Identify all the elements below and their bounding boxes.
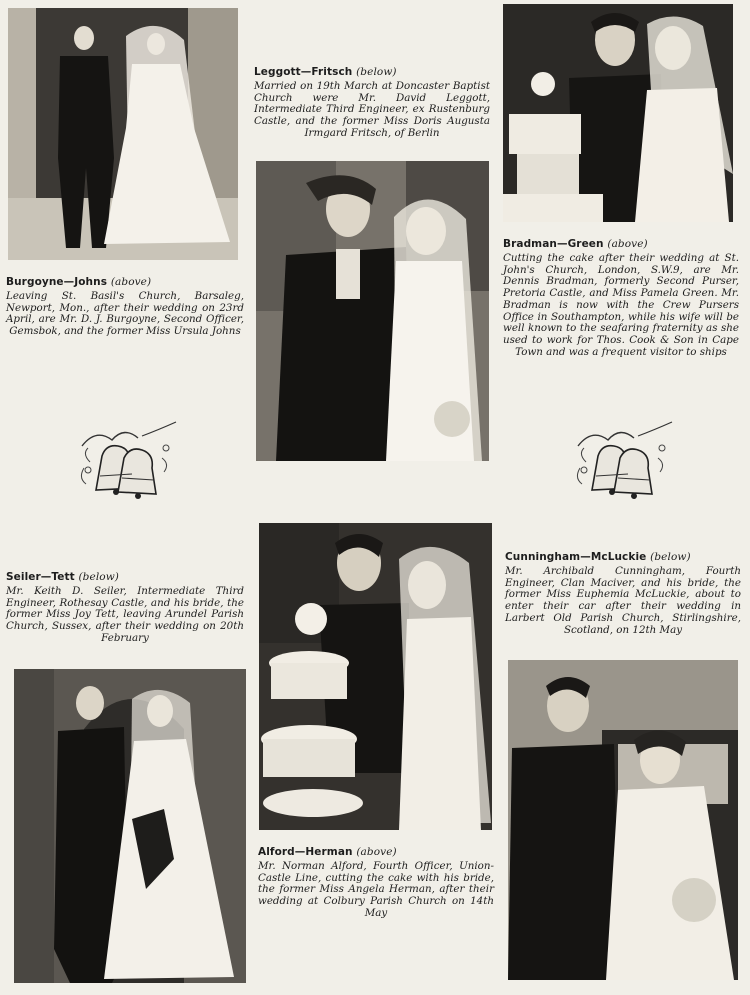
caption-direction: (above): [110, 276, 152, 288]
caption-bradman-green: [503, 238, 739, 358]
photo-alford-herman-art: [259, 523, 492, 830]
caption-names: Burgoyne—Johns: [6, 276, 108, 288]
photo-cunningham-mcluckie-art: [508, 660, 738, 980]
caption-names: Alford—Herman: [258, 846, 353, 858]
wedding-bells-right-art: [568, 418, 678, 502]
caption-text: Mr. Norman Alford, Fourth Officer, Union-Castle Line, cutting the cake with his bride, the former Miss Angela Herman, after their wedding at Colbury Parish Church on 14th May: [258, 860, 494, 919]
photo-leggott-fritsch-art: [256, 161, 489, 461]
caption-cunningham-mcluckie: [505, 551, 741, 636]
caption-heading: [6, 276, 244, 288]
photo-burgoyne-johns: [8, 8, 238, 260]
caption-direction: (below): [650, 551, 691, 563]
caption-heading: [505, 551, 741, 563]
photo-seiler-tett: [14, 669, 246, 983]
caption-names: Cunningham—McLuckie: [505, 551, 647, 563]
caption-names: Bradman—Green: [503, 238, 604, 250]
caption-text: Cutting the cake after their wedding at St. John's Church, London, S.W.9, are Mr. Dennis Bradman, formerly Second Purser, Pretoria Castle, and Miss Pamela Green. Mr. Bradman is now with the Crew Pursers Office in Southampton, while his wife will be well known to the seafaring fraternity as she used to work for Thos. Cook & Son in Cape Town and was a frequent visitor to ships: [503, 252, 739, 358]
wedding-bells-icon: [72, 418, 182, 502]
caption-alford-herman: [258, 846, 494, 920]
caption-leggott-fritsch: [254, 66, 490, 140]
caption-direction: (above): [356, 846, 397, 858]
photo-bradman-green: [503, 4, 733, 222]
photo-leggott-fritsch: [256, 161, 489, 461]
caption-direction: (below): [356, 66, 397, 78]
caption-heading: [258, 846, 494, 858]
photo-alford-herman: [259, 523, 492, 830]
caption-direction: (below): [78, 571, 119, 583]
caption-text: Married on 19th March at Doncaster Baptist Church were Mr. David Leggott, Intermediate Third Engineer, ex Rustenburg Castle, and the former Miss Doris Augusta Irmgard Fritsch, of Berlin: [254, 80, 490, 139]
photo-cunningham-mcluckie: [508, 660, 738, 980]
photo-burgoyne-johns-art: [8, 8, 238, 260]
caption-text: Mr. Archibald Cunningham, Fourth Engineer, Clan Maciver, and his bride, the former Miss Euphemia McLuckie, about to enter their car after their wedding in Larbert Old Parish Church, Stirlingshire, Scotland, on 12th May: [505, 565, 741, 636]
caption-names: Leggott—Fritsch: [254, 66, 353, 78]
caption-text: Mr. Keith D. Seiler, Intermediate Third Engineer, Rothesay Castle, and his bride, the former Miss Joy Tett, leaving Arundel Parish Church, Sussex, after their wedding on 20th February: [6, 585, 244, 644]
wedding-bells-left-art: [72, 418, 182, 502]
caption-heading: [254, 66, 490, 78]
wedding-bells-icon: [568, 418, 678, 502]
caption-burgoyne-johns: [6, 276, 244, 338]
caption-text: Leaving St. Basil's Church, Barsaleg, Newport, Mon., after their wedding on 23rd April, are Mr. D. J. Burgoyne, Second Officer, Gemsbok, and the former Miss Ursula Johns: [6, 290, 244, 338]
photo-bradman-green-art: [503, 4, 733, 222]
caption-seiler-tett: [6, 571, 244, 645]
caption-heading: [6, 571, 244, 583]
caption-names: Seiler—Tett: [6, 571, 75, 583]
caption-direction: (above): [607, 238, 648, 250]
caption-heading: [503, 238, 739, 250]
photo-seiler-tett-art: [14, 669, 246, 983]
